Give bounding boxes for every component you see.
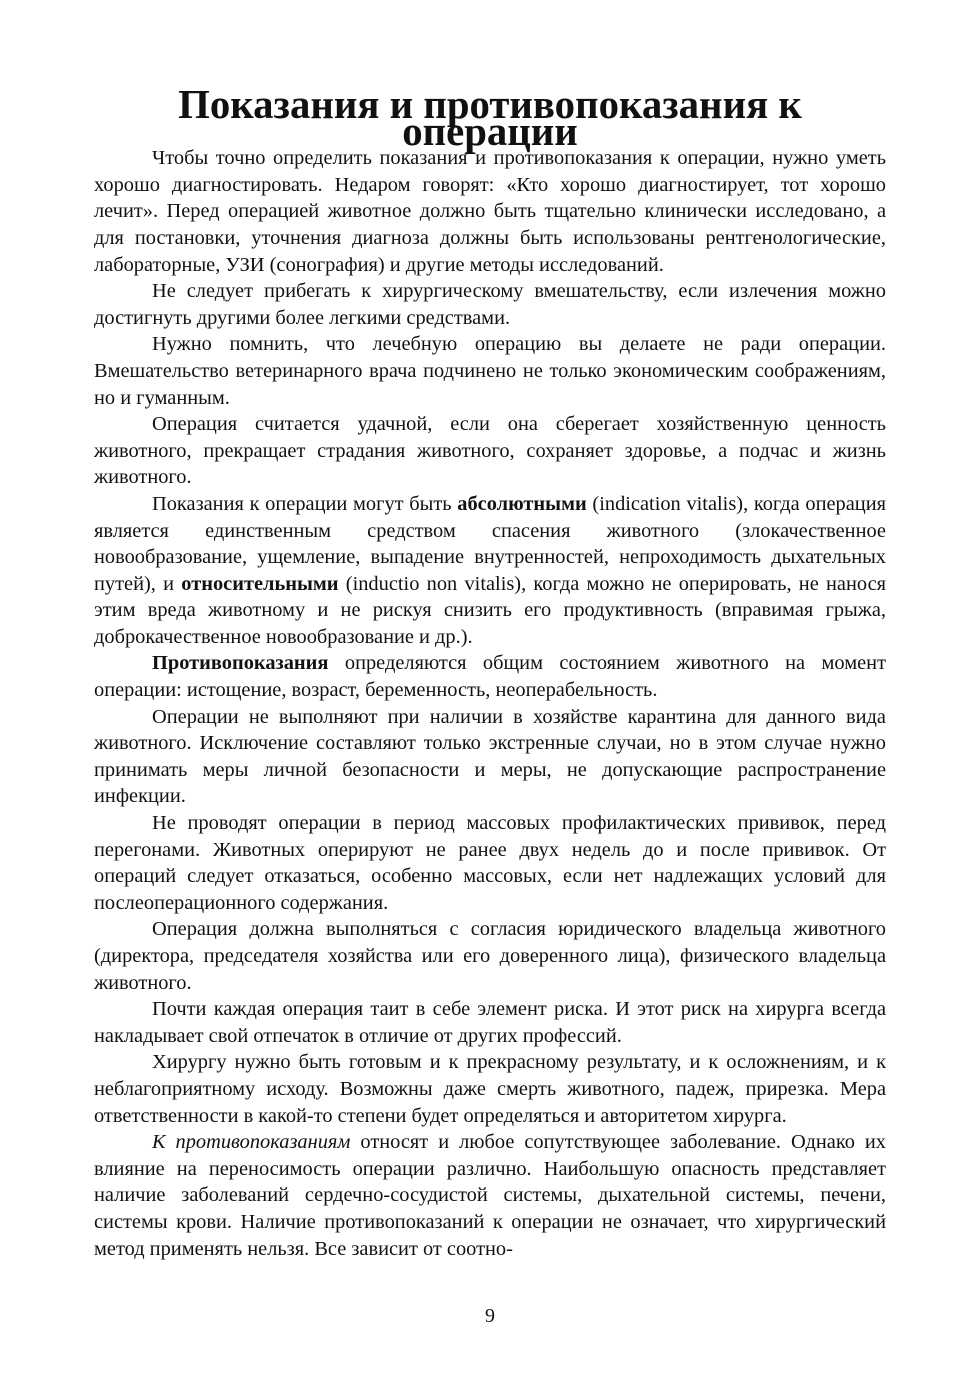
text-run: (indication vitalis), когда операция является единственным средством спасения животного (злокачественное новообразование, ущемление, выпадение внутренностей, непроходимость дыхательных путей), и [94, 492, 887, 595]
paragraph [94, 331, 886, 411]
body-text [94, 145, 886, 1262]
paragraph [94, 145, 886, 278]
page-content [94, 82, 887, 1262]
paragraph [94, 491, 886, 651]
text-run: Нужно помнить, что лечебную операцию вы делаете не ради операции. Вмешательство ветеринарного врача подчинено не только экономическим соображениям, но и гуманным. [94, 333, 886, 409]
section-title: Показания и противопоказания к операции [178, 82, 802, 154]
text-run: Операции не выполняют при наличии в хозяйстве карантина для данного вида животного. Исключение составляют только экстренные случаи, но в этом случае нужно принимать меры личной безопасности и меры, не допускающие распространение инфекции. [94, 705, 886, 808]
text-run: Чтобы точно определить показания и противопоказания к операции, нужно уметь хорошо диагностировать. Недаром говорят: «Кто хорошо диагностирует, тот хорошо лечит». Перед операцией животное должно быть тщательно клинически исследовано, а для постановки, уточнения диагноза должны быть использованы рентгенологические, лабораторные, УЗИ (сонография) и другие методы исследований. [94, 147, 886, 276]
text-run: (inductio non vitalis), когда можно не оперировать, не нанося этим вреда животному и не рискуя снизить его продуктивность (вправимая грыжа, доброкачественное новообразование и др.). [94, 572, 887, 648]
text-run: Операция считается удачной, если она сберегает хозяйственную ценность животного, прекращает страдания животного, сохраняет здоровье, а подчас и жизнь животного. [94, 413, 886, 489]
bold-term: Противопоказания [152, 652, 329, 675]
paragraph [94, 996, 886, 1049]
page-number: 9 [485, 1305, 495, 1327]
text-run: Хирургу нужно быть готовым и к прекрасному результату, и к осложнениям, и к неблагоприятному исходу. Возможны даже смерть животного, падеж, прирезка. Мера ответственности в какой-то степени будет определяться и авторитетом хирурга. [94, 1051, 886, 1127]
text-run: определяются общим состоянием животного на момент операции: истощение, возраст, беременность, неоперабельность. [94, 652, 886, 702]
text-run: относят и любое сопутствующее заболевание. Однако их влияние на переносимость операции различно. Наибольшую опасность представляет наличие заболеваний сердечно-сосудистой системы, дыхательной системы, печени, системы крови. Наличие противопоказаний к операции не означает, что хирургический метод применять нельзя. Все зависит от соотно- [94, 1131, 886, 1260]
paragraph [94, 916, 886, 996]
text-run: Не следует прибегать к хирургическому вмешательству, если излечения можно достигнуть другими более легкими средствами. [94, 280, 886, 329]
paragraph [94, 1049, 886, 1129]
text-run: Почти каждая операция таит в себе элемент риска. И этот риск на хирурга всегда накладывает свой отпечаток в отличие от других профессий. [94, 998, 886, 1047]
italic-term: К противопоказаниям [152, 1131, 351, 1154]
paragraph [94, 411, 886, 491]
bold-term: абсолютными [457, 492, 587, 515]
paragraph [94, 704, 886, 810]
text-run: Операция должна выполняться с согласия юридического владельца животного (директора, председателя хозяйства или его доверенного лица), физического владельца животного. [94, 918, 886, 994]
bold-term: относительными [181, 572, 339, 595]
text-run: Не проводят операции в период массовых профилактических прививок, перед перегонами. Животных оперируют не ранее двух недель до и после прививок. От операций следует отказаться, особенно массовых, если нет надлежащих условий для послеоперационного содержания. [94, 812, 886, 914]
paragraph [94, 810, 886, 916]
paragraph [94, 1129, 886, 1262]
paragraph [94, 650, 886, 703]
text-run: Показания к операции могут быть [152, 492, 458, 515]
paragraph [94, 278, 886, 331]
